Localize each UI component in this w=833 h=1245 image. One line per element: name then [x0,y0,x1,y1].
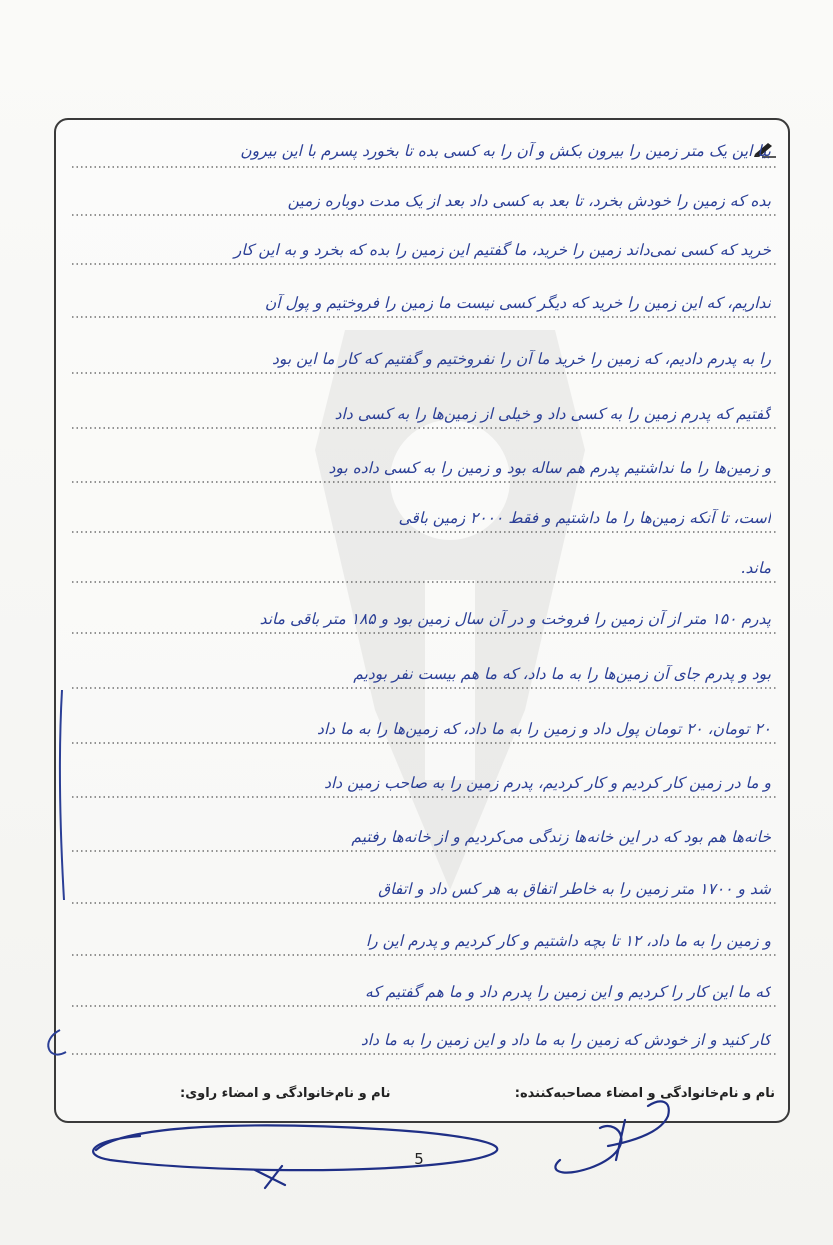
handwriting-line-12: ۲۰ تومان، ۲۰ تومان پول داد و زمین را به ما داد، که زمین‌ها را به ما داد [317,720,771,738]
handwriting-line-9: ماند. [740,559,771,577]
handwriting-line-4: نداریم، که این زمین را خرید که دیگر کسی نیست ما زمین را فروختیم و پول آن [264,294,771,312]
handwriting-line-8: است، تا آنکه زمین‌ها را ما داشتیم و فقط ۲۰۰۰ زمین باقی [398,509,771,527]
handwriting-line-17: که ما این کار را کردیم و این زمین را پدرم داد و ما هم گفتیم که [365,983,771,1001]
handwriting-line-3: خرید که کسی نمی‌داند زمین را خرید، ما گفتیم این زمین را بده که بخرد و به این کار [233,241,771,259]
interviewer-signature-label: نام و نام‌خانوادگی و امضاء مصاحبه‌کننده: [514,1086,775,1101]
handwriting-line-11: بود و پدرم جای آن زمین‌ها را به ما داد، که ما هم بیست نفر بودیم [353,665,771,683]
handwriting-line-6: گفتیم که پدرم زمین را به کسی داد و خیلی از زمین‌ها را به کسی داد [334,405,771,423]
handwriting-line-7: و زمین‌ها را ما نداشتیم پدرم هم ساله بود و زمین را به کسی داده بود [328,459,771,477]
page-number: 5 [414,1150,424,1168]
handwriting-line-14: خانه‌ها هم بود که در این خانه‌ها زندگی می‌کردیم و از خانه‌ها رفتیم [351,828,771,846]
handwriting-line-15: شد و ۱۷۰۰ متر زمین را به خاطر اتفاق به هر کس داد و اتفاق [378,880,771,898]
handwriting-line-5: را به پدرم دادیم، که زمین را خرید ما آن را نفروختیم و گفتیم که کار ما این بود [272,350,771,368]
handwriting-line-13: و ما در زمین کار کردیم و کار کردیم، پدرم زمین را به صاحب زمین داد [324,774,771,792]
handwriting-line-1: بیا این یک متر زمین را بیرون بکش و آن را به کسی بده تا بخورد پسرم با این بیرون [240,142,771,160]
handwriting-line-16: و زمین را به ما داد، ۱۲ تا بچه داشتیم و کار کردیم و پدرم این را [365,932,771,950]
narrator-signature-label: نام و نام‌خانوادگی و امضاء راوی: [180,1086,391,1101]
handwriting-line-18: کار کنید و از خودش که زمین را به ما داد و این زمین را به ما داد [360,1031,771,1049]
handwriting-line-10: پدرم ۱۵۰ متر از آن زمین را فروخت و در آن سال زمین بود و ۱۸۵ متر باقی ماند [259,610,771,628]
handwriting-line-2: بده که زمین را خودش بخرد، تا بعد به کسی داد بعد از یک مدت دوباره زمین [287,192,771,210]
